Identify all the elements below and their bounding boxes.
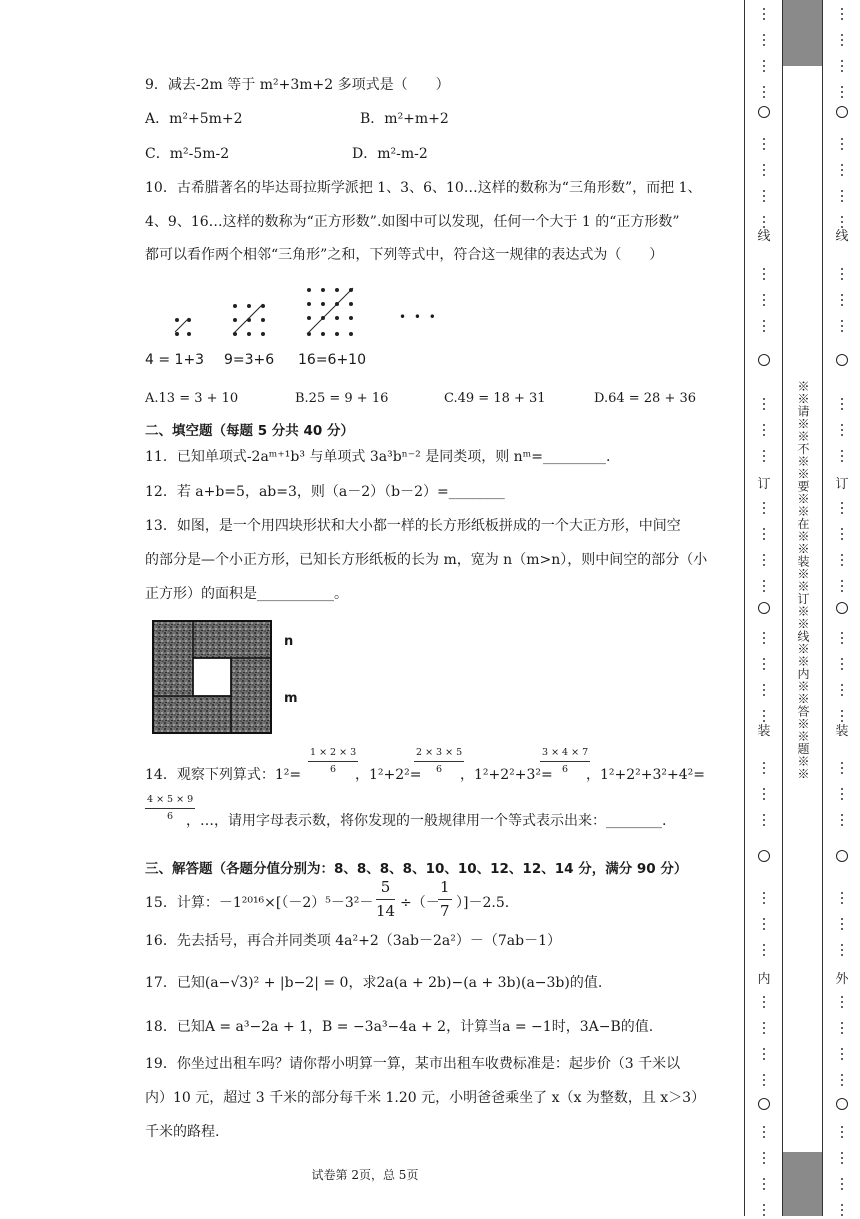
margin-left-char-zhuang: 装 <box>757 724 771 739</box>
margin-circle <box>758 106 770 118</box>
margin-dotted-guide <box>763 658 765 673</box>
margin-dotted-guide <box>841 8 843 23</box>
margin-left-char-ding: 订 <box>757 477 771 492</box>
q10-figure-label-1: 4 = 1+3 <box>145 352 205 368</box>
margin-dotted-guide <box>763 1126 765 1141</box>
margin-dotted-guide <box>841 164 843 179</box>
margin-dotted-guide <box>841 216 843 231</box>
q14-fraction-2: $\frac{2 \times 3 \times 5}{6}$ <box>416 747 463 775</box>
q10-line1: 10．古希腊著名的毕达哥拉斯学派把 1、3、6、10…这样的数称为“三角形数”，而把 1、 <box>145 180 702 196</box>
q17-text: 17．已知(a−√3)² + |b−2| = 0，求2a(a + 2b)−(a + 3b)(a−3b)的值. <box>145 975 603 991</box>
margin-dotted-guide <box>763 450 765 465</box>
margin-dotted-guide <box>763 892 765 907</box>
margin-dotted-guide <box>841 762 843 777</box>
margin-gray-block-bottom <box>783 1152 822 1216</box>
margin-dotted-guide <box>763 580 765 595</box>
q9-option-b: B．m²+m+2 <box>360 111 449 127</box>
margin-circle <box>758 602 770 614</box>
q16-text: 16．先去括号，再合并同类项 4a²+2（3ab－2a²）－（7ab－1） <box>145 933 561 949</box>
margin-dotted-guide <box>763 788 765 803</box>
margin-circle <box>836 354 848 366</box>
margin-dotted-guide <box>841 320 843 335</box>
q12-text: 12．若 a+b=5，ab=3，则（a－2）（b－2）=________ <box>145 484 505 500</box>
margin-dotted-guide <box>763 398 765 413</box>
q9-stem: 9．减去-2m 等于 m²+3m+2 多项式是（ ） <box>145 77 450 93</box>
q14-term-4: ，1²+2²+3²+4²= <box>586 767 705 783</box>
margin-right-char-ding: 订 <box>835 477 849 492</box>
q13-square-figure <box>152 620 272 735</box>
diagonal-line-icon <box>303 284 359 340</box>
section-2-title: 二、填空题（每题 5 分共 40 分） <box>145 423 354 439</box>
q10-option-c: C.49 = 18 + 31 <box>444 391 546 406</box>
margin-dotted-guide <box>841 918 843 933</box>
margin-dotted-guide <box>841 580 843 595</box>
q10-dot-figure <box>145 280 445 375</box>
margin-dotted-guide <box>763 216 765 231</box>
q9-option-a: A．m²+5m+2 <box>145 111 243 127</box>
q15-tail: ）]－2.5. <box>456 895 510 911</box>
q10-line3: 都可以看作两个相邻“三角形”之和，下列等式中，符合这一规律的表达式为（ ） <box>145 247 664 263</box>
margin-dotted-guide <box>763 944 765 959</box>
q10-figure-label-2: 9=3+6 <box>224 352 275 368</box>
margin-left-char-xian: 线 <box>757 229 771 244</box>
margin-dotted-guide <box>841 34 843 49</box>
margin-dotted-guide <box>841 1126 843 1141</box>
diagonal-line-icon <box>171 314 195 338</box>
margin-dotted-guide <box>841 1074 843 1089</box>
margin-dotted-guide <box>841 190 843 205</box>
margin-dotted-guide <box>841 138 843 153</box>
q19-line1: 19．你坐过出租车吗？请你帮小明算一算，某市出租车收费标准是：起步价（3 千米以 <box>145 1056 681 1072</box>
margin-dotted-guide <box>763 528 765 543</box>
q13-label-m: m <box>284 691 298 706</box>
margin-right-char-xian: 线 <box>835 229 849 244</box>
margin-dotted-guide <box>841 944 843 959</box>
margin-dotted-guide <box>763 996 765 1011</box>
margin-dotted-guide <box>841 86 843 101</box>
margin-dotted-guide <box>763 424 765 439</box>
margin-dotted-guide <box>763 86 765 101</box>
margin-dotted-guide <box>763 190 765 205</box>
q18-text: 18．已知A = a³−2a + 1，B = −3a³−4a + 2，计算当a = −1时，3A−B的值. <box>145 1019 654 1035</box>
q9-option-d: D．m²-m-2 <box>352 146 428 162</box>
q15-fraction-2: $\frac{1}{7}$ <box>440 878 450 920</box>
q10-option-d: D.64 = 28 + 36 <box>594 391 697 406</box>
margin-dotted-guide <box>841 268 843 283</box>
margin-right-char-zhuang: 装 <box>835 724 849 739</box>
q15-fraction-1: $\frac{5}{14}$ <box>376 878 396 920</box>
margin-dotted-guide <box>763 294 765 309</box>
margin-dotted-guide <box>763 164 765 179</box>
margin-dotted-guide <box>763 918 765 933</box>
q14-term-2: ，1²+2²= <box>355 767 422 783</box>
margin-dotted-guide <box>841 398 843 413</box>
q13-line3: 正方形）的面积是___________。 <box>145 586 348 602</box>
margin-dotted-guide <box>763 1074 765 1089</box>
margin-circle <box>836 106 848 118</box>
q11-text: 11．已知单项式-2aᵐ⁺¹b³ 与单项式 3a³bⁿ⁻² 是同类项，则 nᵐ=_________. <box>145 449 611 465</box>
margin-dotted-guide <box>763 710 765 725</box>
margin-dotted-guide <box>841 502 843 517</box>
margin-right-char-wai: 外 <box>835 972 849 987</box>
margin-dotted-guide <box>841 814 843 829</box>
margin-left-char-nei: 内 <box>757 972 771 987</box>
q13-label-n: n <box>284 634 294 649</box>
margin-dotted-guide <box>763 1178 765 1193</box>
margin-dotted-guide <box>763 34 765 49</box>
margin-dotted-guide <box>841 632 843 647</box>
q19-line2: 内）10 元，超过 3 千米的部分每千米 1.20 元，小明爸爸乘坐了 x（x 为整数，且 x＞3） <box>145 1090 706 1106</box>
margin-dotted-guide <box>841 710 843 725</box>
q10-option-b: B.25 = 9 + 16 <box>295 391 389 406</box>
margin-dotted-guide <box>763 502 765 517</box>
margin-dotted-guide <box>841 1048 843 1063</box>
margin-dotted-guide <box>841 60 843 75</box>
q9-option-c: C．m²-5m-2 <box>145 146 230 162</box>
margin-dotted-guide <box>763 1022 765 1037</box>
margin-dotted-guide <box>763 632 765 647</box>
margin-circle <box>758 1098 770 1110</box>
margin-dotted-guide <box>763 684 765 699</box>
section-3-title: 三、解答题（各题分值分别为：8、8、8、8、10、10、12、12、14 分，满分 90 分） <box>145 861 688 877</box>
margin-dotted-guide <box>763 554 765 569</box>
margin-dotted-guide <box>763 1152 765 1167</box>
margin-warning-text: ※※请※※不※※要※※在※※装※※订※※线※※内※※答※※题※※ <box>796 380 810 780</box>
margin-circle <box>836 850 848 862</box>
q19-line3: 千米的路程. <box>145 1124 220 1140</box>
margin-dotted-guide <box>841 788 843 803</box>
margin-dotted-guide <box>841 528 843 543</box>
margin-dotted-guide <box>841 424 843 439</box>
margin-dotted-guide <box>763 138 765 153</box>
q10-figure-ellipsis: • • • <box>399 310 438 324</box>
q10-figure-label-3: 16=6+10 <box>298 352 366 368</box>
margin-dotted-guide <box>763 320 765 335</box>
q10-line2: 4、9、16…这样的数称为“正方形数”.如图中可以发现，任何一个大于 1 的“正方形数” <box>145 214 680 230</box>
q14-tail: ，…，请用字母表示数，将你发现的一般规律用一个等式表示出来：________. <box>186 813 667 829</box>
q10-option-a: A.13 = 3 + 10 <box>145 391 239 406</box>
margin-dotted-guide <box>763 60 765 75</box>
q13-line2: 的部分是—个小正方形，已知长方形纸板的长为 m，宽为 n（m>n），则中间空的部分（小 <box>145 552 708 568</box>
margin-circle <box>758 850 770 862</box>
q14-fraction-3: $\frac{3 \times 4 \times 7}{6}$ <box>542 747 589 775</box>
margin-dotted-guide <box>841 684 843 699</box>
margin-dotted-guide <box>841 996 843 1011</box>
q14-fraction-1: $\frac{1 \times 2 \times 3}{6}$ <box>310 747 357 775</box>
margin-dotted-guide <box>841 554 843 569</box>
margin-dotted-guide <box>763 762 765 777</box>
page-footer: 试卷第 2页，总 5页 <box>311 1168 419 1182</box>
q15-mid: ÷（－ <box>400 895 440 911</box>
margin-dotted-guide <box>763 8 765 23</box>
margin-dotted-guide <box>763 1204 765 1219</box>
margin-dotted-guide <box>841 892 843 907</box>
margin-dotted-guide <box>841 658 843 673</box>
margin-circle <box>758 354 770 366</box>
q14-term-3: ，1²+2²+3²= <box>460 767 553 783</box>
margin-dotted-guide <box>841 1152 843 1167</box>
q13-line1: 13．如图，是一个用四块形状和大小都一样的长方形纸板拼成的一个大正方形，中间空 <box>145 518 681 534</box>
q14-fraction-4: $\frac{4 \times 5 \times 9}{6}$ <box>147 794 194 822</box>
margin-dotted-guide <box>841 1204 843 1219</box>
margin-circle <box>836 602 848 614</box>
margin-dotted-guide <box>763 268 765 283</box>
margin-dotted-guide <box>841 294 843 309</box>
margin-dotted-guide <box>763 814 765 829</box>
q15-prefix: 15．计算：－1²⁰¹⁶×[（－2）⁵－3²－ <box>145 895 374 911</box>
diagonal-line-icon <box>229 300 269 340</box>
margin-dotted-guide <box>841 1178 843 1193</box>
margin-dotted-guide <box>841 1022 843 1037</box>
margin-circle <box>836 1098 848 1110</box>
q14-prefix: 14．观察下列算式：1²= <box>145 767 302 783</box>
margin-gray-block-top <box>783 0 822 66</box>
margin-dotted-guide <box>841 450 843 465</box>
margin-dotted-guide <box>763 1048 765 1063</box>
